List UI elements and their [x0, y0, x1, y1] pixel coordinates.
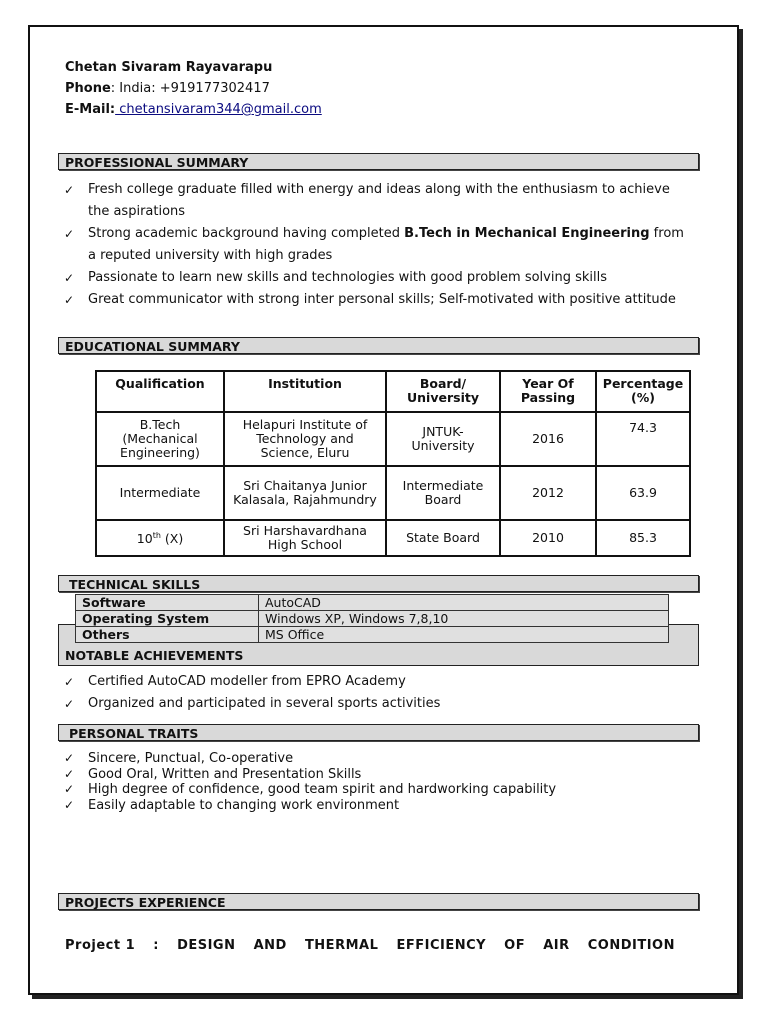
email-line: E-Mail: chetansivaram344@gmail.com — [65, 102, 322, 117]
check-icon: ✓ — [64, 293, 75, 307]
table-row — [96, 520, 690, 556]
check-icon: ✓ — [64, 751, 75, 765]
check-icon: ✓ — [64, 183, 75, 197]
skill-value: MS Office — [259, 627, 669, 643]
project-line — [65, 938, 675, 953]
column-header: Board/ University — [386, 371, 500, 412]
project-word: AND — [253, 938, 287, 953]
section-notable-achievements: NOTABLE ACHIEVEMENTS — [65, 648, 244, 663]
project-word: OF — [504, 938, 526, 953]
table-cell: 74.3 — [596, 412, 690, 466]
table-cell: 63.9 — [596, 466, 690, 520]
table-row — [76, 611, 669, 627]
list-item: ✓ Great communicator with strong inter personal skills; Self-motivated with positive attitude — [64, 289, 694, 311]
phone-line: Phone: India: +919177302417 — [65, 81, 270, 96]
check-icon: ✓ — [64, 271, 75, 285]
list-item: ✓ Sincere, Punctual, Co-operative — [64, 751, 294, 766]
check-icon: ✓ — [64, 782, 75, 796]
check-icon: ✓ — [64, 797, 75, 812]
column-header: Percentage (%) — [596, 371, 690, 412]
list-item: ✓ Certified AutoCAD modeller from EPRO Academy — [64, 671, 694, 693]
candidate-name: Chetan Sivaram Rayavarapu — [65, 60, 273, 75]
table-cell: B.Tech (Mechanical Engineering) — [96, 412, 224, 466]
table-cell: 2010 — [500, 520, 596, 556]
check-icon: ✓ — [64, 227, 75, 241]
skill-key: Software — [76, 595, 259, 611]
section-technical-skills: TECHNICAL SKILLS — [58, 575, 699, 592]
project-word: THERMAL — [304, 938, 379, 953]
project-word: DESIGN — [177, 938, 236, 953]
project-separator: : — [153, 938, 159, 953]
list-item: ✓ Good Oral, Written and Presentation Skills — [64, 766, 362, 782]
table-cell: Intermediate — [96, 466, 224, 520]
column-header: Year Of Passing — [500, 371, 596, 412]
list-item: ✓ Strong academic background having completed B.Tech in Mechanical Engineering from a reputed university with high grades — [64, 223, 694, 267]
table-cell: 2016 — [500, 412, 596, 466]
achievements-list — [64, 671, 694, 715]
list-item: ✓ Passionate to learn new skills and technologies with good problem solving skills — [64, 267, 694, 289]
section-projects-experience: PROJECTS EXPERIENCE — [58, 893, 699, 910]
project-word: AIR — [543, 938, 570, 953]
list-item: ✓ Fresh college graduate filled with energy and ideas along with the enthusiasm to achieve the aspirations — [64, 179, 694, 223]
table-cell: 85.3 — [596, 520, 690, 556]
table-cell: 2012 — [500, 466, 596, 520]
section-personal-traits: PERSONAL TRAITS — [58, 724, 699, 741]
email-link[interactable]: chetansivaram344@gmail.com — [115, 102, 322, 117]
section-professional-summary: PROFESSIONAL SUMMARY — [58, 153, 699, 170]
table-cell: JNTUK-University — [386, 412, 500, 466]
table-row — [76, 595, 669, 611]
skill-key: Operating System — [76, 611, 259, 627]
table-cell: Helapuri Institute of Technology and Science, Eluru — [224, 412, 386, 466]
check-icon: ✓ — [64, 675, 75, 689]
professional-summary-list — [64, 179, 694, 311]
traits-list — [64, 751, 694, 813]
education-table — [95, 370, 691, 557]
skills-table — [75, 594, 669, 643]
list-item: ✓ High degree of confidence, good team spirit and hardworking capability — [64, 782, 557, 797]
table-cell: 10th (X) — [96, 520, 224, 556]
table-cell: Sri Harshavardhana High School — [224, 520, 386, 556]
column-header: Qualification — [96, 371, 224, 412]
table-header-row — [96, 371, 690, 412]
skill-value: AutoCAD — [259, 595, 669, 611]
list-item: ✓ Easily adaptable to changing work environment — [64, 797, 400, 813]
project-label: Project 1 — [65, 938, 136, 953]
list-item: ✓ Organized and participated in several sports activities — [64, 693, 694, 715]
column-header: Institution — [224, 371, 386, 412]
check-icon: ✓ — [64, 766, 75, 781]
table-cell: Intermediate Board — [386, 466, 500, 520]
skill-key: Others — [76, 627, 259, 643]
table-row — [76, 627, 669, 643]
table-cell: State Board — [386, 520, 500, 556]
project-word: EFFICIENCY — [396, 938, 487, 953]
project-word: CONDITION — [587, 938, 675, 953]
skill-value: Windows XP, Windows 7,8,10 — [259, 611, 669, 627]
table-row — [96, 412, 690, 466]
check-icon: ✓ — [64, 697, 75, 711]
table-row — [96, 466, 690, 520]
table-cell: Sri Chaitanya Junior Kalasala, Rajahmundry — [224, 466, 386, 520]
section-educational-summary: EDUCATIONAL SUMMARY — [58, 337, 699, 354]
